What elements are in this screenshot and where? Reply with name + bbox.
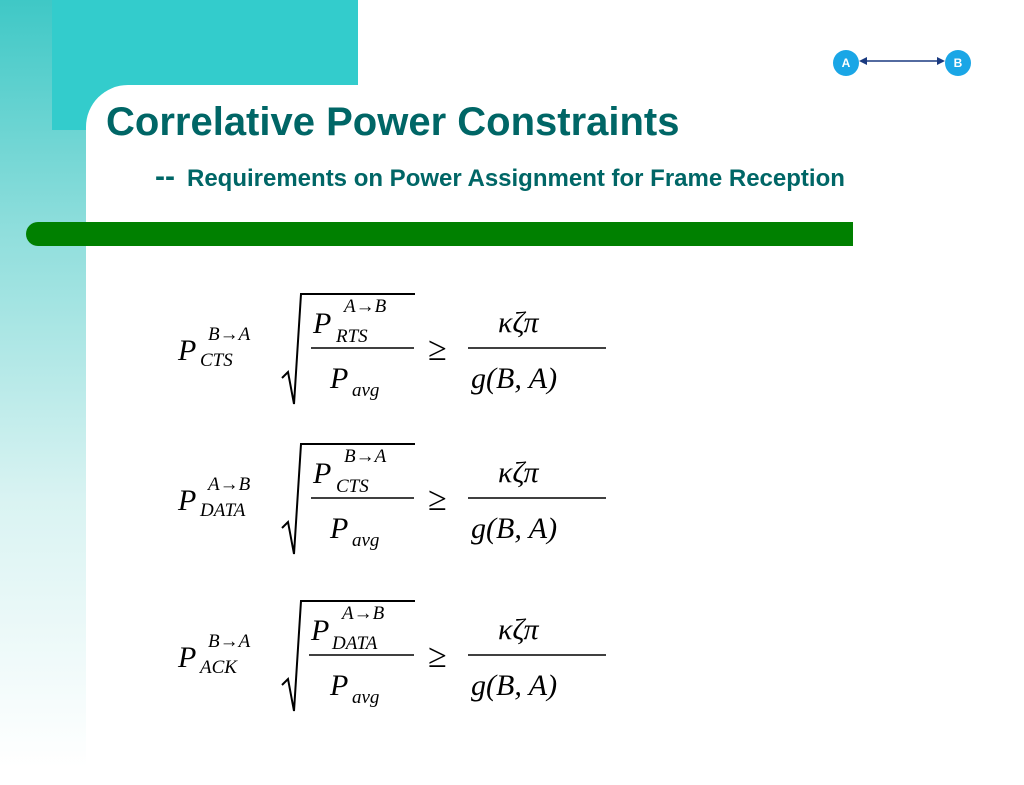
subtitle-text: Requirements on Power Assignment for Frame Reception — [186, 165, 845, 192]
lhs-superscript: A→B — [208, 474, 251, 495]
relation-symbol: ≥ — [428, 481, 447, 518]
numerator-superscript: A→B — [342, 603, 385, 624]
lhs-base: P — [178, 484, 197, 517]
equation-ack-constraint — [170, 589, 620, 739]
lhs-subscript: DATA — [200, 500, 246, 521]
numerator-base: P — [311, 614, 330, 647]
numerator-subscript: CTS — [336, 476, 369, 497]
rhs-numerator: κζπ — [498, 613, 539, 646]
denominator-base: P — [330, 512, 349, 545]
lhs-subscript: ACK — [200, 657, 237, 678]
equation-graphic — [170, 589, 620, 739]
slide-title: Correlative Power Constraints — [106, 100, 680, 144]
node-b-icon: B — [945, 50, 971, 76]
equation-graphic — [170, 432, 620, 582]
denominator-subscript: avg — [352, 380, 380, 401]
lhs-base: P — [178, 334, 197, 367]
rhs-denominator: g(B, A) — [471, 362, 558, 395]
denominator-base: P — [330, 669, 349, 702]
relation-symbol: ≥ — [428, 638, 447, 675]
node-a-icon: A — [833, 50, 859, 76]
rhs-denominator: g(B, A) — [471, 669, 558, 702]
lhs-subscript: CTS — [200, 350, 233, 371]
numerator-subscript: DATA — [332, 633, 378, 654]
numerator-base: P — [313, 457, 332, 490]
numerator-base: P — [313, 307, 332, 340]
rhs-numerator: κζπ — [498, 456, 539, 489]
lhs-superscript: B→A — [208, 631, 251, 652]
bidirectional-arrow-icon — [859, 55, 945, 69]
relation-symbol: ≥ — [428, 331, 447, 368]
numerator-subscript: RTS — [336, 326, 368, 347]
rhs-numerator: κζπ — [498, 306, 539, 339]
equation-data-constraint — [170, 432, 620, 582]
title-underline-bar — [26, 222, 853, 246]
equation-graphic — [170, 282, 620, 432]
subtitle-dash: -- — [155, 160, 175, 193]
rhs-denominator: g(B, A) — [471, 512, 558, 545]
numerator-superscript: A→B — [344, 296, 387, 317]
denominator-subscript: avg — [352, 530, 380, 551]
denominator-base: P — [330, 362, 349, 395]
numerator-superscript: B→A — [344, 446, 387, 467]
lhs-base: P — [178, 641, 197, 674]
equation-cts-constraint — [170, 282, 620, 432]
denominator-subscript: avg — [352, 687, 380, 708]
lhs-superscript: B→A — [208, 324, 251, 345]
slide-subtitle — [155, 160, 845, 194]
